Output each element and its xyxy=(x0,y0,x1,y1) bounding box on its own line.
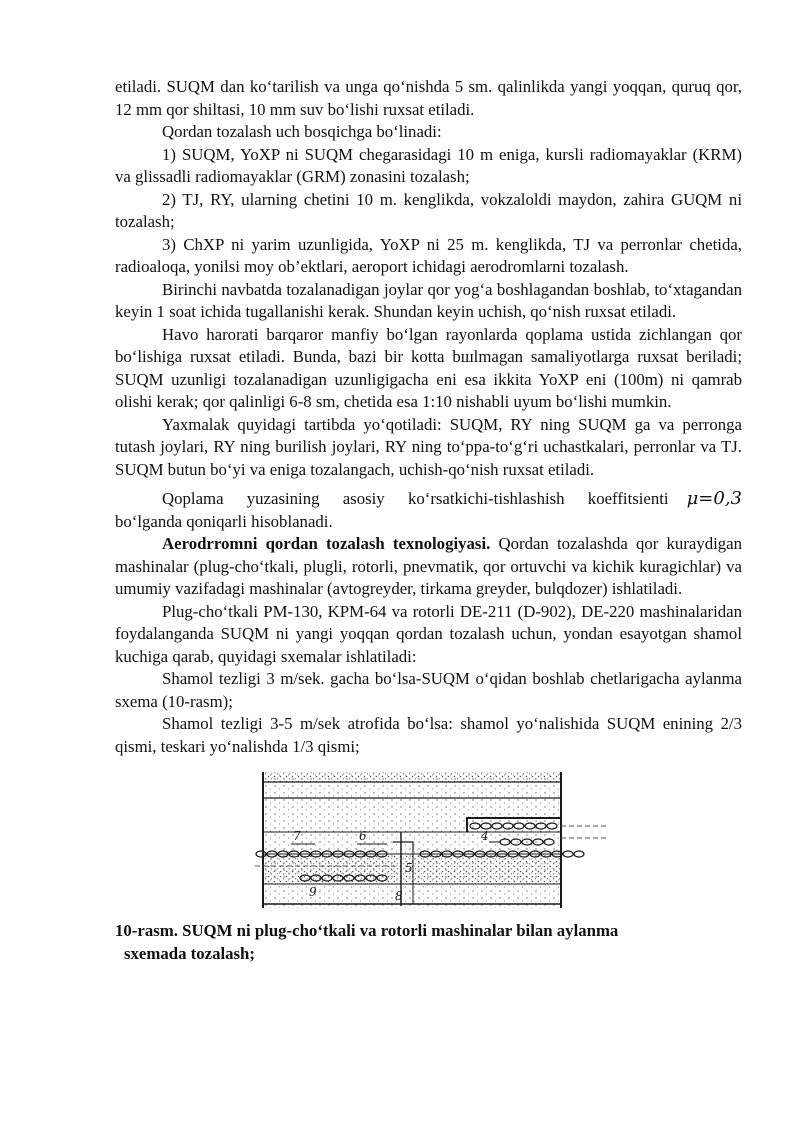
paragraph xyxy=(115,533,742,601)
friction-paragraph xyxy=(115,488,742,511)
figure-label: 6 xyxy=(359,829,367,843)
list-item: 3) ChXP ni yarim uzunligida, YoXP ni 25 m. kenglikda, TJ va perronlar chetida, radioaloqa, yonilsi moy ob’ektlari, aeroport ichidagi aerodromlarni tozalash. xyxy=(115,234,742,276)
section-heading: Aerodrromni qordan tozalash texnologiyasi. xyxy=(162,534,491,553)
figure-label: 5 xyxy=(405,861,413,875)
caption-line: sxemada tozalash; xyxy=(124,943,255,963)
paragraph: bo‘lganda qoniqarli hisoblanadi. xyxy=(115,511,333,531)
figure-label: 4 xyxy=(481,829,489,843)
paragraph: etiladi. SUQM dan ko‘tarilish va unga qo‘nishda 5 sm. qalinlikda yangi yoqqan, quruq qor, 12 mm qor shiltasi, 10 mm suv bo‘lishi ruxsat etiladi. xyxy=(115,77,742,119)
list-item: 2) TJ, RY, ularning chetini 10 m. kenglikda, vokzaloldi maydon, zahira GUQM ni tozalash; xyxy=(115,189,742,231)
paragraph: Qordan tozalash uch bosqichga bo‘linadi: xyxy=(162,122,442,141)
paragraph: Shamol tezligi 3 m/sek. gacha bo‘lsa-SUQM o‘qidan boshlab chetlarigacha aylanma sxema (10-rasm); xyxy=(115,669,742,711)
runway-surface xyxy=(263,772,561,908)
list-item: 1) SUQM, YoXP ni SUQM chegarasidagi 10 m eniga, kursli radiomayaklar (KRM) va glissadli radiomayaklar (GRM) zonasini tozalash; xyxy=(115,144,742,186)
friction-coefficient-formula: μ=0,3 xyxy=(686,488,742,509)
paragraph: Shamol tezligi 3-5 m/sek atrofida bo‘lsa: shamol yo‘nalishida SUQM enining 2/3 qismi, teskari yo‘nalishda 1/3 qismi; xyxy=(115,714,742,756)
runway-cleaning-scheme-diagram xyxy=(255,770,615,912)
paragraph: Yaxmalak quyidagi tartibda yo‘qotiladi: SUQM, RY ning SUQM ga va perronga tutash joylari, RY ning burilish joylari, RY ning to‘ppa-to‘g‘ri uchastkalari, perronlar va TJ. SUQM butun bo‘yi va eniga tozalangach, uchish-qo‘nish ruxsat etiladi. xyxy=(115,414,742,479)
figure-label: 7 xyxy=(293,829,301,843)
paragraph: Plug-cho‘tkali PM-130, KPM-64 va rotorli DE-211 (D-902), DE-220 mashinalaridan foydalanganda SUQM ni yangi yoqqan qordan tozalash uchun, yondan esayotgan shamol kuchiga qarab, quyidagi sxemalar ishlatiladi: xyxy=(115,601,742,666)
paragraph: Havo harorati barqaror manfiy bo‘lgan rayonlarda qoplama ustida zichlangan qor bo‘lishiga ruxsat etiladi. Bunda, bazi bir kotta bшlmagan samaliyotlarga ruxsat beriladi; SUQM uzunligi tozalanadigan uzunligigacha eni esa ikkita YoXP eni (100m) ni qamrab olishi kerak; qor qalinligi 6-8 sm, chetida esa 1:10 nishabli uyum bo‘lishi mumkin. xyxy=(115,324,742,411)
figure-label: 8 xyxy=(395,889,403,903)
paragraph-text: Qordan tozalashda qor kuraydigan mashinalar (plug-cho‘tkali, plugli, rotorli, pnevmatik, qor ortuvchi va kichik kuragichlar) va umumiy vazifadagi mashinalar (avtogreyder, tirkama greyder, bulqdozer) ishlatiladi. xyxy=(115,534,742,598)
document-page xyxy=(115,76,742,965)
figure-label: 9 xyxy=(309,885,317,899)
caption-line: 10-rasm. SUQM ni plug-cho‘tkali va rotorli mashinalar bilan aylanma xyxy=(115,921,619,940)
figure xyxy=(115,770,742,920)
paragraph: Birinchi navbatda tozalanadigan joylar qor yog‘a boshlagandan boshlab, to‘xtagandan keyin 1 soat ichida tugallanishi kerak. Shundan keyin uchish, qo‘nish ruxsat etiladi. xyxy=(115,279,742,321)
figure-caption xyxy=(115,920,742,965)
snow-band xyxy=(263,772,561,782)
paragraph-text: Qoplama yuzasining asosiy ko‘rsatkichi-tishlashish koeffitsienti xyxy=(162,489,669,508)
